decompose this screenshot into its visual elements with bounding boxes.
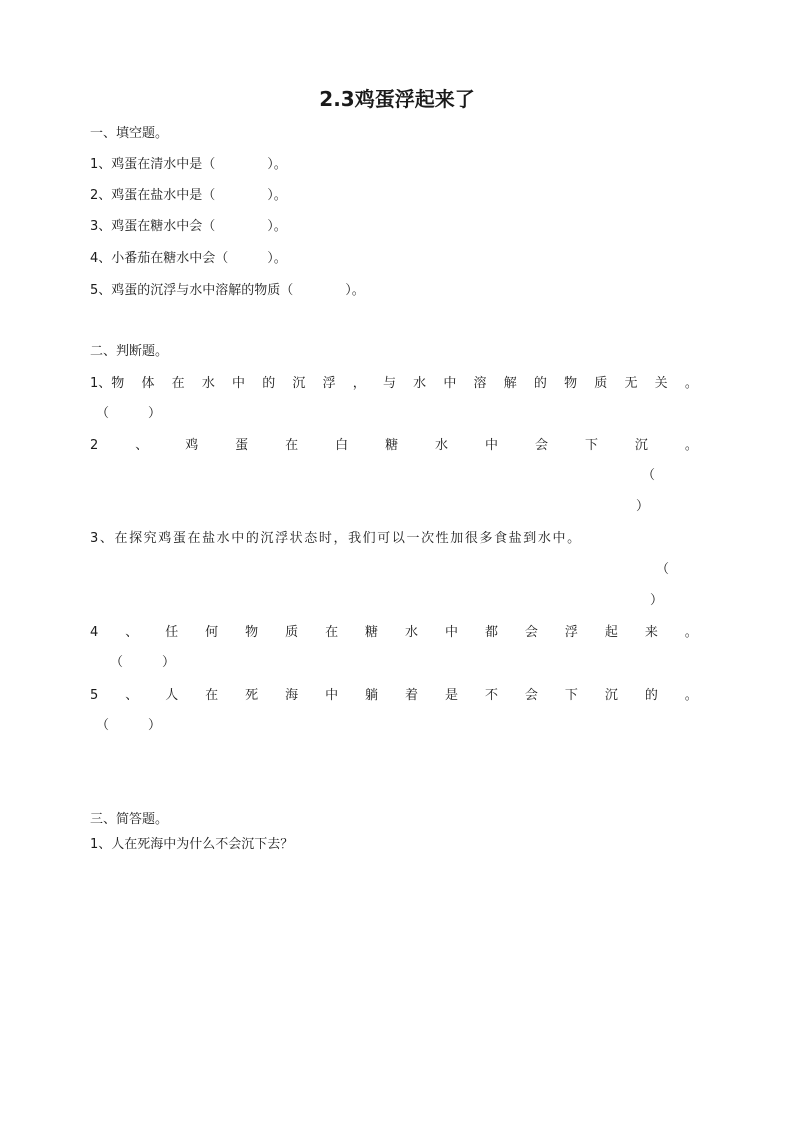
section2-heading: 二、判断题。 [90,344,169,359]
question-char: 来 [644,625,658,640]
question-char: 1、物 [90,376,125,391]
judge-answer-close-2: ） [636,499,650,514]
question-char: 。 [684,376,698,391]
question-char: 物 [564,376,578,391]
question-char: 任 [165,625,179,640]
question-char: 是 [444,688,458,703]
question-char: 溶 [473,376,487,391]
question-char: 在 [285,438,299,453]
question-char: ， [352,376,366,391]
question-char: 5 [90,688,99,703]
judge-answer-open-2: （ [642,468,656,483]
question-char: 鸡 [185,438,199,453]
fill-question-1: 1、鸡蛋在清水中是（ ）。 [90,157,287,172]
question-char: 会 [524,688,538,703]
question-char: 起 [604,625,618,640]
question-char: 2 [90,438,99,453]
question-char: 何 [205,625,219,640]
question-char: 下 [584,438,598,453]
question-char: 解 [503,376,517,391]
question-char: 质 [285,625,299,640]
question-char: 下 [564,688,578,703]
question-char: 会 [524,625,538,640]
question-char: 沉 [634,438,648,453]
question-char: 不 [484,688,498,703]
question-char: 沉 [292,376,306,391]
judge-answer-paren-5: （ ） [96,718,162,733]
question-char: 水 [201,376,215,391]
question-char: 躺 [365,688,379,703]
fill-question-3: 3、鸡蛋在糖水中会（ ）。 [90,219,287,234]
question-char: 会 [534,438,548,453]
question-char: 与 [382,376,396,391]
question-char: 糖 [385,438,399,453]
judge-question-2 [90,437,698,455]
question-char: 的 [533,376,547,391]
question-char: 中 [325,688,339,703]
question-char: 、 [135,438,149,453]
question-char: 、 [125,625,139,640]
question-char: 物 [245,625,259,640]
question-char: 中 [443,376,457,391]
question-char: 糖 [365,625,379,640]
short-answer-question-1: 1、人在死海中为什么不会沉下去？ [90,837,294,852]
question-char: 蛋 [235,438,249,453]
section3-heading: 三、简答题。 [90,812,169,827]
question-char: 浮 [564,625,578,640]
fill-question-4: 4、小番茄在糖水中会（ ）。 [90,251,287,266]
question-char: 水 [413,376,427,391]
judge-question-5 [90,687,698,705]
question-char: 都 [484,625,498,640]
judge-question-3: 3、在探究鸡蛋在盐水中的沉浮状态时，我们可以一次性加很多食盐到水中。 [90,531,582,546]
question-char: 死 [245,688,259,703]
question-char: 中 [485,438,499,453]
question-char: 4 [90,625,99,640]
judge-question-1 [90,375,698,393]
question-char: 。 [684,688,698,703]
question-char: 在 [171,376,185,391]
question-char: 浮 [322,376,336,391]
judge-question-4 [90,624,698,642]
fill-question-5: 5、鸡蛋的沉浮与水中溶解的物质（ ）。 [90,283,365,298]
question-char: 无 [624,376,638,391]
question-char: 人 [165,688,179,703]
question-char: 在 [325,625,339,640]
judge-answer-close-3: ） [650,593,664,608]
question-char: 水 [435,438,449,453]
question-char: 体 [141,376,155,391]
section1-heading: 一、填空题。 [90,126,169,141]
question-char: 在 [205,688,219,703]
fill-question-2: 2、鸡蛋在盐水中是（ ）。 [90,188,287,203]
question-char: 中 [232,376,246,391]
question-char: 水 [405,625,419,640]
question-char: 质 [594,376,608,391]
question-char: 、 [125,688,139,703]
question-char: 。 [684,438,698,453]
question-char: 中 [444,625,458,640]
question-char: 着 [405,688,419,703]
judge-answer-open-3: （ [656,562,670,577]
question-char: 的 [262,376,276,391]
question-char: 关 [654,376,668,391]
question-char: 海 [285,688,299,703]
question-char: 的 [644,688,658,703]
page-title: 2.3鸡蛋浮起来了 [319,87,475,111]
question-char: 。 [684,625,698,640]
question-char: 沉 [604,688,618,703]
judge-answer-paren-4: （ ） [110,655,176,670]
question-char: 白 [335,438,349,453]
judge-answer-paren-1: （ ） [96,406,162,421]
